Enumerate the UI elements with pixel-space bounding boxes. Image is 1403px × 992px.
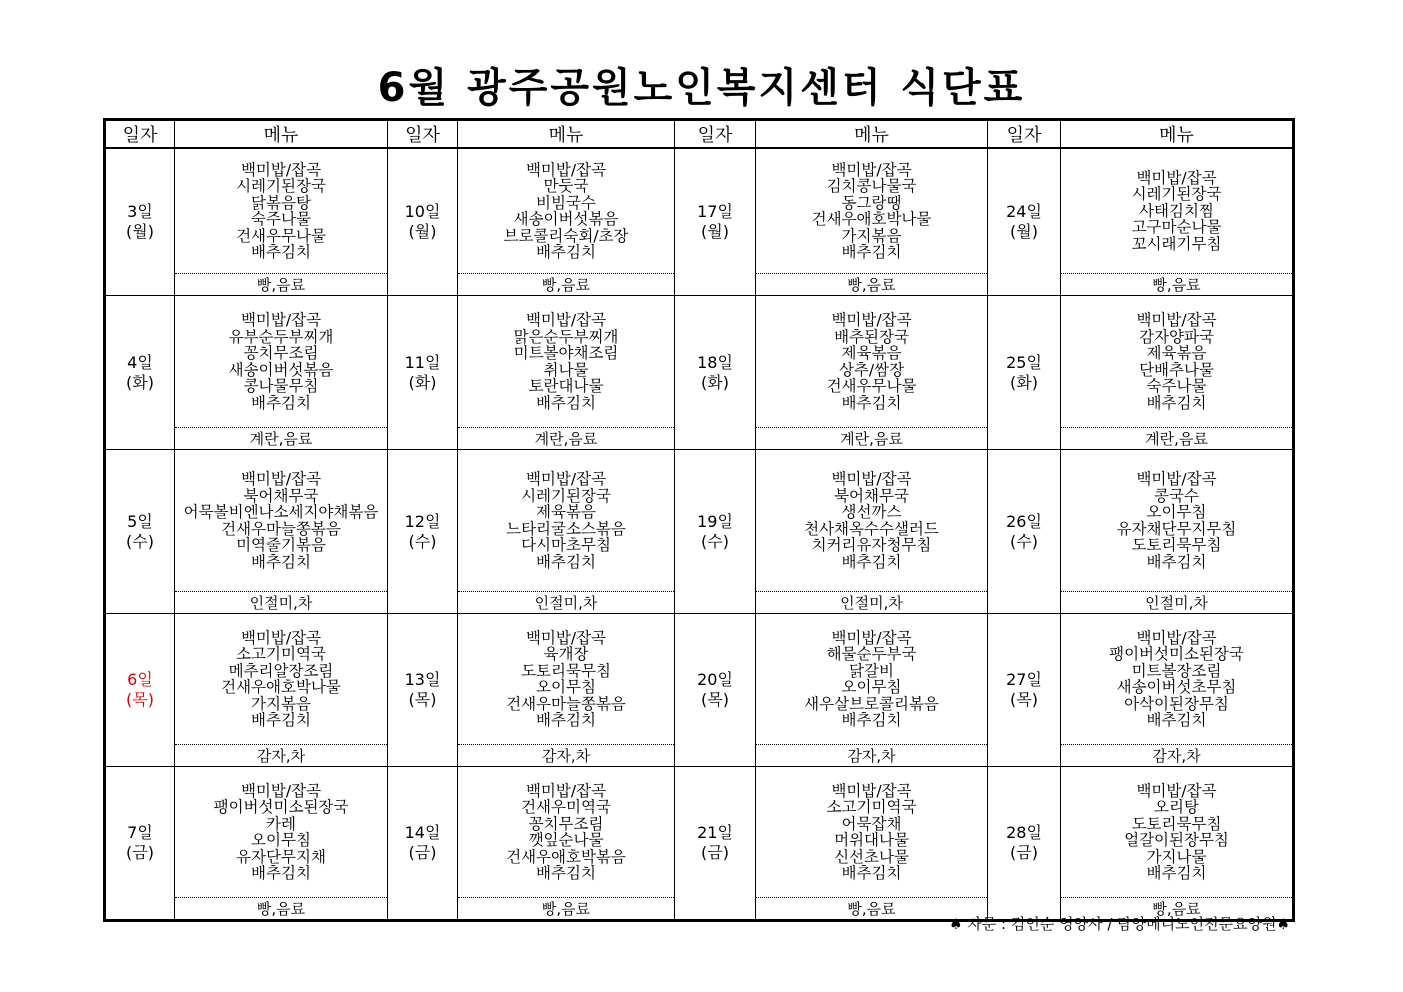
- menu-item: 건새우무나물: [826, 377, 917, 395]
- table-row: [105, 296, 1294, 428]
- menu-item: 건새우애호박나물: [811, 210, 932, 228]
- weekday-label: (목): [701, 690, 729, 709]
- weekday-label: (화): [701, 372, 729, 392]
- menu-cell: [1061, 296, 1294, 428]
- menu-item: 시레기된장국: [236, 177, 326, 195]
- weekday-label: (목): [126, 690, 154, 709]
- menu-item: 미트볼야채조림: [513, 344, 619, 362]
- day-cell: [675, 450, 756, 614]
- snack-cell: 빵,음료: [756, 274, 988, 296]
- menu-item: 백미밥/잡곡: [240, 470, 322, 488]
- menu-item: 배추김치: [841, 393, 902, 412]
- menu-item: 오이무침: [841, 678, 902, 696]
- menu-cell: [1061, 767, 1294, 898]
- weekday-label: (화): [408, 372, 437, 392]
- menu-item: 토란대나물: [528, 377, 604, 395]
- menu-item: 백미밥/잡곡: [1136, 311, 1217, 329]
- menu-cell: [175, 296, 388, 428]
- day-column-header: 일자: [105, 120, 175, 149]
- menu-item: 유자단무지채: [236, 847, 326, 866]
- menu-item: 깻잎순나물: [528, 831, 604, 849]
- day-number: 3일: [127, 202, 153, 221]
- day-cell: [675, 148, 756, 296]
- menu-item: 소고기미역국: [826, 798, 917, 816]
- menu-item: 배추김치: [1146, 552, 1207, 571]
- menu-item: 배추김치: [536, 864, 596, 882]
- menu-item: 백미밥/잡곡: [1136, 628, 1217, 647]
- menu-item: 어묵잡채: [841, 814, 902, 833]
- menu-item: 백미밥/잡곡: [1136, 781, 1217, 800]
- menu-item: 가지볶음: [251, 694, 311, 713]
- menu-item: 단배추나물: [1139, 360, 1214, 379]
- snack-cell: 빵,음료: [1061, 898, 1294, 921]
- menu-cell: [756, 148, 988, 274]
- weekday-label: (월): [701, 222, 729, 241]
- menu-item: 배추김치: [251, 711, 311, 729]
- menu-cell: [175, 148, 388, 274]
- menu-column-header: 메뉴: [756, 120, 988, 149]
- table-body: [105, 148, 1294, 921]
- menu-item: 맑은순두부찌개: [513, 327, 619, 346]
- menu-item: 새송이버섯초무침: [1116, 678, 1237, 696]
- weekday-label: (금): [126, 843, 154, 862]
- menu-item: 백미밥/잡곡: [525, 311, 607, 329]
- menu-item: 오이무침: [536, 678, 596, 696]
- snack-cell: 감자,차: [1061, 745, 1294, 767]
- day-cell: [988, 767, 1061, 921]
- menu-item: 치커리유자청무침: [811, 536, 932, 554]
- day-cell: [675, 614, 756, 767]
- snack-cell: 빵,음료: [175, 274, 388, 296]
- menu-cell: [175, 450, 388, 592]
- day-cell: [988, 450, 1061, 614]
- menu-item: 상추/쌈장: [838, 360, 905, 379]
- menu-item: 배추김치: [841, 552, 902, 571]
- menu-item: 백미밥/잡곡: [240, 311, 322, 329]
- menu-item: 제육볶음: [841, 344, 902, 362]
- menu-item: 비빔국수: [536, 193, 596, 212]
- menu-cell: [756, 614, 988, 745]
- weekday-label: (수): [1010, 531, 1038, 551]
- menu-item: 백미밥/잡곡: [831, 628, 912, 647]
- menu-item: 도토리묵무침: [1131, 536, 1222, 554]
- day-column-header: 일자: [988, 120, 1061, 149]
- menu-item: 백미밥/잡곡: [1136, 168, 1217, 187]
- menu-item: 백미밥/잡곡: [525, 160, 607, 179]
- menu-item: 배추김치: [251, 243, 311, 261]
- menu-cell: [1061, 614, 1294, 745]
- table-header: [105, 120, 1294, 149]
- menu-item: 배추김치: [536, 552, 596, 571]
- snack-cell: 빵,음료: [756, 898, 988, 921]
- menu-item: 숙주나물: [251, 210, 311, 228]
- menu-item: 육개장: [543, 645, 589, 663]
- menu-item: 팽이버섯미소된장국: [1109, 645, 1244, 663]
- day-column-header: 일자: [675, 120, 756, 149]
- day-number: 27일: [1006, 670, 1042, 689]
- menu-item: 백미밥/잡곡: [525, 470, 607, 488]
- menu-cell: [458, 296, 675, 428]
- menu-cell: [458, 614, 675, 745]
- day-cell: [105, 148, 175, 296]
- day-number: 10일: [404, 202, 441, 221]
- day-column-header: 일자: [388, 120, 458, 149]
- menu-item: 사태김치찜: [1139, 201, 1214, 220]
- menu-item: 제육볶음: [536, 503, 596, 521]
- menu-cell: [458, 450, 675, 592]
- menu-cell: [458, 148, 675, 274]
- weekday-label: (수): [701, 531, 729, 551]
- day-number: 24일: [1006, 202, 1042, 221]
- menu-item: 백미밥/잡곡: [240, 628, 322, 647]
- menu-item: 배추김치: [841, 243, 902, 261]
- menu-cell: [756, 450, 988, 592]
- menu-item: 새송이버섯볶음: [228, 360, 334, 379]
- day-number: 11일: [404, 352, 441, 372]
- menu-item: 배추김치: [1146, 864, 1207, 882]
- menu-item: 건새우애호박나물: [221, 678, 341, 696]
- menu-item: 배추김치: [841, 711, 902, 729]
- day-number: 25일: [1006, 352, 1042, 372]
- menu-item: 고구마순나물: [1131, 218, 1222, 237]
- menu-item: 가지나물: [1146, 847, 1207, 866]
- table-row: [105, 148, 1294, 274]
- menu-item: 건새우애호박볶음: [506, 847, 626, 866]
- menu-item: 팽이버섯미소된장국: [213, 798, 349, 816]
- menu-cell: [458, 767, 675, 898]
- menu-item: 시레기된장국: [1131, 185, 1222, 204]
- menu-item: 생선까스: [841, 503, 902, 521]
- meal-plan-table: [103, 118, 1295, 922]
- menu-item: 배추된장국: [834, 327, 909, 346]
- day-number: 7일: [127, 823, 153, 842]
- weekday-label: (목): [1010, 690, 1038, 709]
- snack-cell: 감자,차: [756, 745, 988, 767]
- menu-item: 배추김치: [251, 864, 311, 882]
- table-row: [105, 767, 1294, 898]
- weekday-label: (화): [1010, 372, 1038, 392]
- menu-item: 브로콜리숙회/초장: [503, 226, 629, 245]
- day-number: 19일: [697, 511, 733, 531]
- menu-item: 김치콩나물국: [826, 177, 917, 195]
- menu-item: 카레: [266, 814, 296, 833]
- menu-item: 새우살브로콜리볶음: [804, 694, 939, 713]
- menu-cell: [756, 767, 988, 898]
- day-number: 26일: [1006, 511, 1042, 531]
- snack-cell: 인절미,차: [175, 592, 388, 614]
- snack-cell: 빵,음료: [458, 274, 675, 296]
- menu-item: 건새우무나물: [236, 226, 326, 245]
- menu-cell: [1061, 148, 1294, 274]
- menu-item: 배추김치: [536, 393, 596, 412]
- day-cell: [988, 296, 1061, 450]
- day-cell: [388, 148, 458, 296]
- menu-column-header: 메뉴: [175, 120, 388, 149]
- table-row: [105, 450, 1294, 592]
- day-cell: [105, 767, 175, 921]
- menu-cell: [175, 614, 388, 745]
- menu-item: 오이무침: [1146, 503, 1207, 521]
- snack-cell: 계란,음료: [175, 428, 388, 450]
- snack-cell: 인절미,차: [1061, 592, 1294, 614]
- menu-item: 북어채무국: [243, 486, 319, 505]
- menu-item: 유부순두부찌개: [228, 327, 334, 346]
- day-number: 28일: [1006, 823, 1042, 842]
- menu-item: 숙주나물: [1146, 377, 1207, 395]
- day-cell: [388, 296, 458, 450]
- day-cell: [988, 148, 1061, 296]
- day-number: 18일: [697, 352, 733, 372]
- snack-cell: 인절미,차: [458, 592, 675, 614]
- day-number: 17일: [697, 202, 733, 221]
- menu-item: 미트볼장조림: [1131, 661, 1222, 680]
- menu-item: 도토리묵무침: [521, 661, 611, 680]
- snack-cell: 계란,음료: [1061, 428, 1294, 450]
- menu-item: 건새우미역국: [521, 798, 611, 816]
- menu-cell: [1061, 450, 1294, 592]
- menu-item: 도토리묵무침: [1131, 814, 1222, 833]
- day-cell: [388, 450, 458, 614]
- day-cell: [388, 614, 458, 767]
- day-number: 13일: [404, 670, 441, 689]
- menu-item: 백미밥/잡곡: [831, 470, 912, 488]
- menu-item: 배추김치: [536, 711, 596, 729]
- menu-item: 다시마초무침: [521, 536, 611, 554]
- menu-item: 새송이버섯볶음: [513, 210, 619, 228]
- menu-column-header: 메뉴: [458, 120, 675, 149]
- menu-item: 메추리알장조림: [228, 661, 334, 680]
- snack-cell: 감자,차: [175, 745, 388, 767]
- day-cell: [105, 450, 175, 614]
- day-number: 21일: [697, 823, 733, 842]
- menu-item: 닭볶음탕: [251, 193, 311, 212]
- menu-item: 천사채옥수수샐러드: [804, 519, 939, 538]
- snack-cell: 빵,음료: [458, 898, 675, 921]
- menu-item: 취나물: [543, 360, 589, 379]
- menu-item: 백미밥/잡곡: [240, 160, 322, 179]
- menu-item: 유자채단무지무침: [1116, 519, 1237, 538]
- menu-item: 오이무침: [251, 831, 311, 849]
- menu-item: 백미밥/잡곡: [1136, 470, 1217, 488]
- day-cell: [675, 767, 756, 921]
- menu-item: 백미밥/잡곡: [525, 628, 607, 647]
- menu-item: 머위대나물: [834, 831, 909, 849]
- weekday-label: (수): [408, 531, 437, 551]
- day-cell: [105, 296, 175, 450]
- menu-item: 어묵볼비엔나소세지야채볶음: [183, 503, 379, 521]
- menu-item: 해물순두부국: [826, 645, 917, 663]
- menu-item: 오리탕: [1154, 798, 1199, 816]
- snack-cell: 빵,음료: [1061, 274, 1294, 296]
- day-number: 14일: [404, 823, 441, 842]
- day-cell: [988, 614, 1061, 767]
- weekday-label: (화): [126, 372, 154, 392]
- menu-item: 콩국수: [1154, 486, 1199, 505]
- menu-item: 콩나물무침: [243, 377, 319, 395]
- menu-cell: [756, 296, 988, 428]
- menu-item: 꼬시래기무침: [1131, 234, 1222, 253]
- menu-item: 건새우마늘쫑볶음: [506, 694, 626, 713]
- weekday-label: (금): [701, 843, 729, 862]
- day-number: 4일: [127, 352, 153, 372]
- menu-item: 백미밥/잡곡: [525, 781, 607, 800]
- snack-cell: 감자,차: [458, 745, 675, 767]
- day-cell: [105, 614, 175, 767]
- menu-item: 배추김치: [1146, 393, 1207, 412]
- menu-column-header: 메뉴: [1061, 120, 1294, 149]
- menu-item: 백미밥/잡곡: [831, 160, 912, 179]
- menu-item: 닭갈비: [849, 661, 894, 680]
- menu-cell: [175, 767, 388, 898]
- menu-item: 아삭이된장무침: [1124, 694, 1229, 713]
- menu-item: 배추김치: [841, 864, 902, 882]
- menu-item: 시레기된장국: [521, 486, 611, 505]
- menu-item: 동그랑땡: [841, 193, 902, 212]
- snack-cell: 계란,음료: [458, 428, 675, 450]
- menu-item: 북어채무국: [834, 486, 909, 505]
- day-number: 6일: [127, 670, 153, 689]
- menu-item: 미역줄기볶음: [236, 536, 326, 554]
- day-cell: [388, 767, 458, 921]
- menu-item: 배추김치: [251, 393, 311, 412]
- menu-item: 느타리굴소스볶음: [506, 519, 626, 538]
- menu-item: 백미밥/잡곡: [831, 781, 912, 800]
- menu-item: 감자양파국: [1139, 327, 1214, 346]
- advisor-credit: ♠ 자문 : 김인순 영양사 / 담양메니노인전문요양원♠: [949, 915, 1290, 933]
- menu-item: 만둣국: [543, 177, 589, 195]
- menu-item: 가지볶음: [841, 226, 902, 245]
- menu-item: 배추김치: [251, 552, 311, 571]
- weekday-label: (수): [126, 531, 154, 551]
- table-row: [105, 614, 1294, 745]
- weekday-label: (월): [408, 222, 437, 241]
- weekday-label: (목): [408, 690, 437, 709]
- page-title: 6월 광주공원노인복지센터 식단표: [377, 65, 1026, 111]
- menu-item: 소고기미역국: [236, 645, 326, 663]
- snack-cell: 계란,음료: [756, 428, 988, 450]
- menu-item: 배추김치: [1146, 711, 1207, 729]
- menu-item: 신선초나물: [834, 847, 909, 866]
- weekday-label: (금): [1010, 843, 1038, 862]
- day-number: 5일: [127, 511, 153, 531]
- day-cell: [675, 296, 756, 450]
- menu-item: 제육볶음: [1146, 344, 1207, 362]
- snack-cell: 인절미,차: [756, 592, 988, 614]
- menu-item: 배추김치: [536, 243, 596, 261]
- day-number: 20일: [697, 670, 733, 689]
- snack-cell: 빵,음료: [175, 898, 388, 921]
- weekday-label: (월): [126, 222, 154, 241]
- menu-item: 꽁치무조림: [243, 344, 319, 362]
- day-number: 12일: [404, 511, 441, 531]
- weekday-label: (금): [408, 843, 437, 862]
- weekday-label: (월): [1010, 222, 1038, 241]
- menu-item: 건새우마늘쫑볶음: [221, 519, 341, 538]
- menu-item: 백미밥/잡곡: [831, 311, 912, 329]
- menu-item: 백미밥/잡곡: [240, 781, 322, 800]
- menu-item: 꽁치무조림: [528, 814, 604, 833]
- menu-item: 얼갈이된장무침: [1124, 831, 1229, 849]
